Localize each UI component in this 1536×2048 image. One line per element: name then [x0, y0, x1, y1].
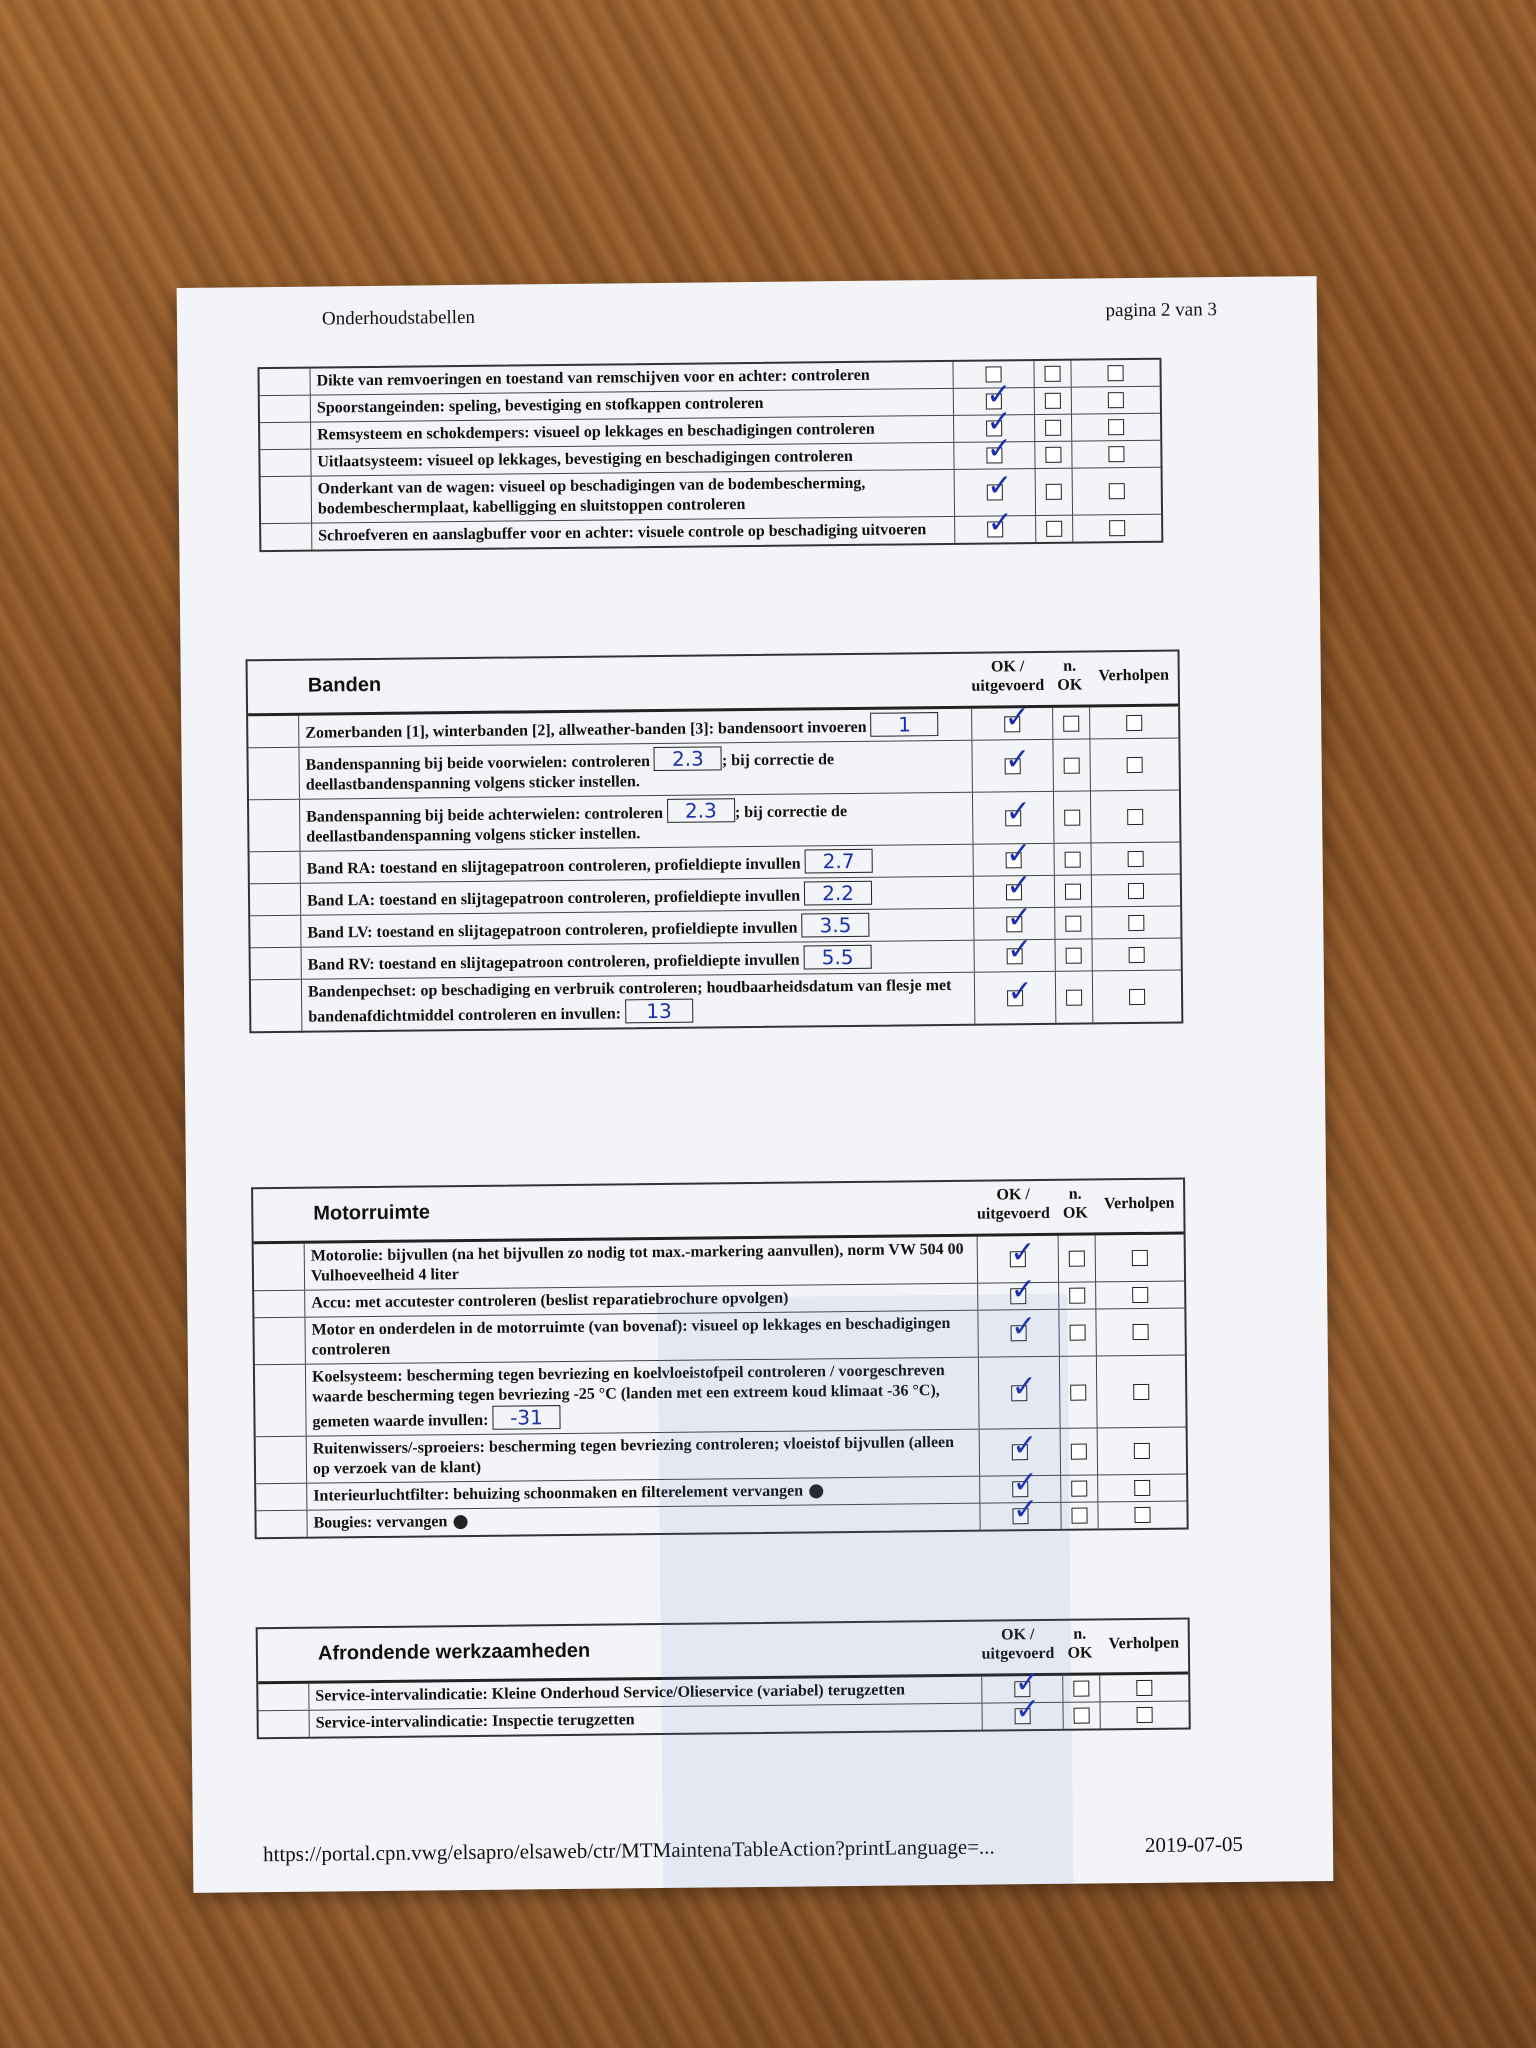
row-text: Onderkant van de wagen: visueel op beschadigingen van de bodembescherming, bodembeschermplaat, kabelligging en sluitstoppen controleren: [317, 474, 866, 518]
row-text: Bandenpechset: op beschadiging en verbruik controleren; houdbaarheidsdatum van flesje met bandenafdichtmiddel controleren en invullen:: [307, 976, 952, 1026]
row-number-cell: [254, 1244, 305, 1291]
row-description: [307, 1504, 980, 1537]
row-number-cell: [248, 748, 300, 800]
row-description: [307, 1430, 980, 1483]
nok-cell: [1063, 1702, 1100, 1728]
nok-checkbox[interactable]: [1045, 447, 1061, 463]
nok-cell: [1059, 1282, 1096, 1308]
handwritten-value-field[interactable]: 13: [625, 999, 693, 1024]
fixed-checkbox[interactable]: [1128, 914, 1144, 930]
row-number-cell: [260, 396, 311, 423]
fixed-checkbox[interactable]: [1133, 1324, 1149, 1340]
row-number-cell: [251, 948, 302, 980]
row-number-cell: [259, 369, 310, 396]
fixed-checkbox[interactable]: [1133, 1383, 1149, 1399]
nok-cell: [1035, 388, 1072, 414]
row-text: Service-intervalindicatie: Inspectie terugzetten: [315, 1711, 635, 1732]
row-text: Band RV: toestand en slijtagepatroon controleren, profieldiepte invullen: [307, 951, 800, 974]
column-fix: Verholpen: [1108, 1634, 1180, 1653]
fixed-cell: [1072, 387, 1160, 414]
fixed-cell: [1096, 1282, 1184, 1309]
fixed-cell: [1072, 414, 1160, 441]
handwritten-check-icon: ✓: [1014, 1665, 1041, 1701]
fixed-checkbox[interactable]: [1132, 1287, 1148, 1303]
nok-cell: [1053, 707, 1090, 738]
handwritten-value-field[interactable]: 5.5: [803, 945, 871, 970]
handwritten-check-icon: ✓: [1012, 1465, 1038, 1501]
nok-checkbox[interactable]: [1063, 715, 1079, 731]
column-ok: OK / uitgevoerd: [971, 658, 1045, 695]
section-title: Banden: [307, 673, 382, 697]
handwritten-check-icon: ✓: [1006, 867, 1032, 903]
row-number-cell: [261, 524, 312, 551]
fixed-checkbox[interactable]: [1134, 1443, 1150, 1459]
nok-cell: [1034, 361, 1071, 387]
column-nok: n. OK: [1057, 657, 1083, 694]
page-number: pagina 2 van 3: [1105, 299, 1218, 322]
row-description: [312, 517, 955, 550]
row-text: Remsysteem en schokdempers: visueel op lekkages en beschadigingen controleren: [317, 420, 875, 444]
row-text: Service-intervalindicatie: Kleine Onderhoud Service/Olieservice (variabel) terugzetten: [315, 1681, 906, 1705]
row-number-cell: [256, 1437, 307, 1484]
nok-cell: [1053, 739, 1091, 790]
fixed-checkbox[interactable]: [1134, 1507, 1150, 1523]
fixed-checkbox[interactable]: [1107, 365, 1123, 381]
nok-cell: [1035, 415, 1072, 441]
fixed-checkbox[interactable]: [1127, 756, 1143, 772]
fixed-checkbox[interactable]: [1128, 850, 1144, 866]
nok-checkbox[interactable]: [1045, 420, 1061, 436]
fixed-cell: [1091, 791, 1180, 843]
ok-cell: [972, 699, 1053, 740]
ok-cell: [975, 931, 1056, 972]
row-number-cell: [258, 1684, 309, 1711]
nok-cell: [1061, 1502, 1098, 1528]
fixed-checkbox[interactable]: [1126, 714, 1142, 730]
column-nok: n. OK: [1067, 1625, 1093, 1662]
ok-cell: [972, 740, 1054, 792]
fixed-cell: [1098, 1475, 1186, 1502]
row-text: Band RA: toestand en slijtagepatroon controleren, profieldiepte invullen: [306, 855, 801, 878]
handwritten-value-field[interactable]: 3.5: [801, 913, 869, 938]
row-text: Koelsysteem: bescherming tegen bevriezing en koelvloeistofpeil controleren / voorgeschreven waarde bescherming tegen bevriezing -25 °C (landen met een extreem koud klimaat -36 °C), gemeten waarde invullen:: [311, 1362, 945, 1431]
row-number-cell: [254, 1318, 305, 1365]
nok-checkbox[interactable]: [1064, 757, 1080, 773]
nok-cell: [1056, 939, 1093, 970]
footer-date: 2019-07-05: [1144, 1831, 1244, 1857]
row-text: Bandenspanning bij beide voorwielen: controleren: [305, 753, 651, 774]
section-top: [257, 358, 1163, 552]
nok-checkbox[interactable]: [1071, 1508, 1087, 1524]
nok-cell: [1059, 1235, 1096, 1281]
handwritten-value-field[interactable]: 2.2: [804, 881, 872, 906]
fixed-checkbox[interactable]: [1132, 1250, 1148, 1266]
row-number-cell: [260, 450, 311, 477]
row-number-cell: [256, 1511, 307, 1538]
nok-checkbox[interactable]: [1046, 521, 1062, 537]
handwritten-check-icon: ✓: [986, 404, 1012, 440]
fixed-cell: [1092, 875, 1180, 907]
section-afronding: [256, 1617, 1191, 1739]
row-text: Accu: met accutester controleren (beslist reparatiebrochure opvolgen): [311, 1289, 789, 1312]
nok-checkbox[interactable]: [1070, 1325, 1086, 1341]
row-description: [305, 1311, 978, 1364]
row-description: [305, 1237, 978, 1290]
row-text: Uitlaatsysteem: visueel op lekkages, bevestiging en beschadigingen controleren: [317, 447, 853, 471]
row-text: Motorolie: bijvullen (na het bijvullen zo nodig tot max.-markering aanvullen), norm VW 504 00 Vulhoeveelheid 4 liter: [310, 1240, 964, 1285]
nok-checkbox[interactable]: [1066, 947, 1082, 963]
fixed-checkbox[interactable]: [1108, 446, 1124, 462]
handwritten-check-icon: ✓: [1005, 835, 1032, 871]
ok-cell: [955, 505, 1036, 543]
fixed-cell: [1092, 939, 1180, 971]
fixed-checkbox[interactable]: [1129, 946, 1145, 962]
row-text: Zomerbanden [1], winterbanden [2], allweather-banden [3]: bandensoort invoeren: [305, 718, 867, 742]
nok-checkbox[interactable]: [1065, 851, 1081, 867]
row-text: Bandenspanning bij beide achterwielen: controleren: [306, 804, 664, 826]
row-text-suffix: ; bij correctie de deellastbandenspanning volgens sticker instellen.: [305, 751, 835, 794]
nok-cell: [1055, 875, 1092, 906]
fixed-checkbox[interactable]: [1137, 1707, 1153, 1723]
column-ok: OK / uitgevoerd: [976, 1186, 1050, 1223]
column-nok: n. OK: [1062, 1185, 1088, 1222]
ok-cell: [975, 972, 1057, 1024]
column-fix: Verholpen: [1103, 1194, 1175, 1213]
section-title: Afrondende werkzaamheden: [317, 1639, 591, 1665]
nok-checkbox[interactable]: [1065, 883, 1081, 899]
handwritten-check-icon: ✓: [987, 505, 1013, 541]
nok-cell: [1035, 442, 1072, 468]
handwritten-check-icon: ✓: [1012, 1492, 1039, 1528]
nok-cell: [1036, 516, 1073, 542]
row-text: Interieurluchtfilter: behuizing schoonmaken en filterelement vervangen: [313, 1482, 804, 1505]
handwritten-check-icon: ✓: [1007, 973, 1033, 1009]
handwritten-value-field[interactable]: -31: [492, 1405, 560, 1430]
row-description: [299, 741, 972, 799]
nok-checkbox[interactable]: [1064, 809, 1080, 825]
nok-checkbox[interactable]: [1073, 1681, 1089, 1697]
nok-checkbox[interactable]: [1065, 915, 1081, 931]
fixed-cell: [1097, 1356, 1186, 1428]
handwritten-check-icon: ✓: [986, 377, 1012, 413]
bullet-dot-icon: [809, 1485, 823, 1499]
handwritten-check-icon: ✓: [1012, 1428, 1038, 1464]
ok-cell: [980, 1492, 1061, 1530]
handwritten-check-icon: ✓: [986, 431, 1013, 467]
row-text: Band LA: toestand en slijtagepatroon controleren, profieldiepte invullen: [306, 887, 801, 910]
section-header: [253, 1180, 1184, 1245]
nok-cell: [1054, 843, 1091, 874]
row-text: Schroefveren en aanslagbuffer voor en achter: visuele controle op beschadiging uitvoeren: [318, 521, 927, 545]
nok-checkbox[interactable]: [1044, 366, 1060, 382]
nok-cell: [1056, 971, 1094, 1022]
row-description: [300, 793, 973, 851]
nok-cell: [1036, 469, 1073, 515]
fixed-cell: [1100, 1701, 1188, 1728]
fixed-checkbox[interactable]: [1136, 1680, 1152, 1696]
bullet-dot-icon: [453, 1515, 467, 1529]
row-text: Band LV: toestand en slijtagepatroon controleren, profieldiepte invullen: [307, 919, 798, 942]
nok-checkbox[interactable]: [1071, 1481, 1087, 1497]
fixed-cell: [1071, 360, 1159, 387]
row-number-cell: [249, 800, 301, 852]
row-description: [302, 973, 975, 1031]
handwritten-value-field[interactable]: 2.7: [804, 849, 872, 874]
handwritten-check-icon: ✓: [1005, 793, 1031, 829]
row-number-cell: [254, 1291, 305, 1318]
row-number-cell: [260, 423, 311, 450]
row-description: [306, 1358, 980, 1436]
nok-checkbox[interactable]: [1066, 989, 1082, 1005]
handwritten-value-field[interactable]: 2.3: [654, 746, 722, 771]
section-header: [258, 1619, 1189, 1684]
handwritten-check-icon: ✓: [1010, 1309, 1037, 1345]
row-description: [312, 470, 955, 523]
fixed-cell: [1096, 1235, 1184, 1282]
nok-checkbox[interactable]: [1071, 1444, 1087, 1460]
nok-cell: [1061, 1475, 1098, 1501]
fixed-checkbox[interactable]: [1129, 988, 1145, 1004]
ok-cell: [979, 1357, 1061, 1429]
nok-cell: [1060, 1356, 1098, 1427]
fixed-checkbox[interactable]: [1128, 882, 1144, 898]
row-description: [310, 1704, 983, 1737]
ok-cell: [954, 431, 1035, 469]
row-number-cell: [259, 1711, 310, 1738]
row-number-cell: [250, 916, 301, 948]
footer-url: https://portal.cpn.vwg/elsapro/elsaweb/ctr/MTMaintenaTableAction?printLanguage=...: [262, 1834, 995, 1867]
row-text: Motor en onderdelen in de motorruimte (van bovenaf): visueel op lekkages en beschadigingen controleren: [311, 1314, 951, 1359]
fixed-cell: [1100, 1674, 1188, 1701]
row-number-cell: [248, 716, 299, 748]
fixed-cell: [1093, 971, 1182, 1023]
row-text: Ruitenwissers/-sproeiers: bescherming tegen bevriezing controleren; vloeistof bijvullen (alleen op verzoek van de klant): [312, 1433, 955, 1478]
fixed-cell: [1073, 468, 1161, 515]
handwritten-check-icon: ✓: [1010, 1235, 1036, 1271]
fixed-cell: [1090, 739, 1179, 791]
row-number-cell: [255, 1365, 307, 1437]
section-title: Motorruimte: [313, 1201, 431, 1225]
ok-cell: [978, 1272, 1059, 1310]
fixed-cell: [1096, 1309, 1184, 1356]
handwritten-check-icon: ✓: [1011, 1368, 1037, 1404]
handwritten-check-icon: ✓: [1004, 699, 1030, 735]
nok-cell: [1061, 1428, 1098, 1474]
nok-cell: [1054, 791, 1092, 842]
row-text: Bougies: vervangen: [313, 1513, 448, 1532]
nok-checkbox[interactable]: [1045, 393, 1061, 409]
nok-cell: [1055, 907, 1092, 938]
ok-cell: [982, 1692, 1063, 1730]
handwritten-check-icon: ✓: [1004, 741, 1031, 777]
fixed-cell: [1092, 907, 1180, 939]
nok-checkbox[interactable]: [1074, 1708, 1090, 1724]
fixed-cell: [1098, 1502, 1186, 1529]
handwritten-check-icon: ✓: [1006, 931, 1033, 967]
fixed-cell: [1091, 843, 1179, 875]
fixed-cell: [1073, 515, 1161, 542]
row-text: Spoorstangeinden: speling, bevestiging en stofkappen controleren: [316, 394, 764, 417]
fixed-checkbox[interactable]: [1134, 1480, 1150, 1496]
fixed-checkbox[interactable]: [1109, 520, 1125, 536]
nok-checkbox[interactable]: [1069, 1288, 1085, 1304]
ok-cell: [978, 1310, 1059, 1357]
nok-cell: [1059, 1309, 1096, 1355]
maintenance-sheet: [177, 276, 1334, 1893]
handwritten-check-icon: ✓: [987, 468, 1013, 504]
table-row: [255, 1355, 1186, 1437]
row-number-cell: [261, 477, 312, 524]
section-motorruimte: [251, 1178, 1189, 1540]
row-text: Dikte van remvoeringen en toestand van remschijven voor en achter: controleren: [316, 366, 870, 390]
section-header: [248, 652, 1179, 717]
nok-checkbox[interactable]: [1046, 484, 1062, 500]
row-text-suffix: ; bij correctie de deellastbandenspanning volgens sticker instellen.: [306, 803, 848, 846]
section-banden: [246, 650, 1184, 1034]
fixed-checkbox[interactable]: [1127, 808, 1143, 824]
handwritten-check-icon: ✓: [1014, 1692, 1041, 1728]
fixed-checkbox[interactable]: [1108, 419, 1124, 435]
fixed-checkbox[interactable]: [1109, 483, 1125, 499]
row-number-cell: [250, 852, 301, 884]
fixed-cell: [1098, 1428, 1186, 1475]
table-row: [251, 970, 1181, 1032]
row-number-cell: [256, 1484, 307, 1511]
nok-checkbox[interactable]: [1069, 1251, 1085, 1267]
handwritten-value-field[interactable]: 1: [870, 712, 938, 737]
handwritten-value-field[interactable]: 2.3: [667, 798, 735, 823]
fixed-checkbox[interactable]: [1108, 392, 1124, 408]
handwritten-check-icon: ✓: [1010, 1272, 1036, 1308]
handwritten-check-icon: ✓: [1006, 899, 1033, 935]
row-number-cell: [251, 980, 303, 1032]
nok-cell: [1063, 1675, 1100, 1701]
column-ok: OK / uitgevoerd: [981, 1626, 1055, 1663]
nok-checkbox[interactable]: [1070, 1384, 1086, 1400]
fixed-cell: [1072, 441, 1160, 468]
column-fix: Verholpen: [1098, 666, 1170, 685]
row-number-cell: [250, 884, 301, 916]
fixed-cell: [1090, 707, 1178, 739]
document-title: Onderhoudstabellen: [321, 306, 476, 330]
